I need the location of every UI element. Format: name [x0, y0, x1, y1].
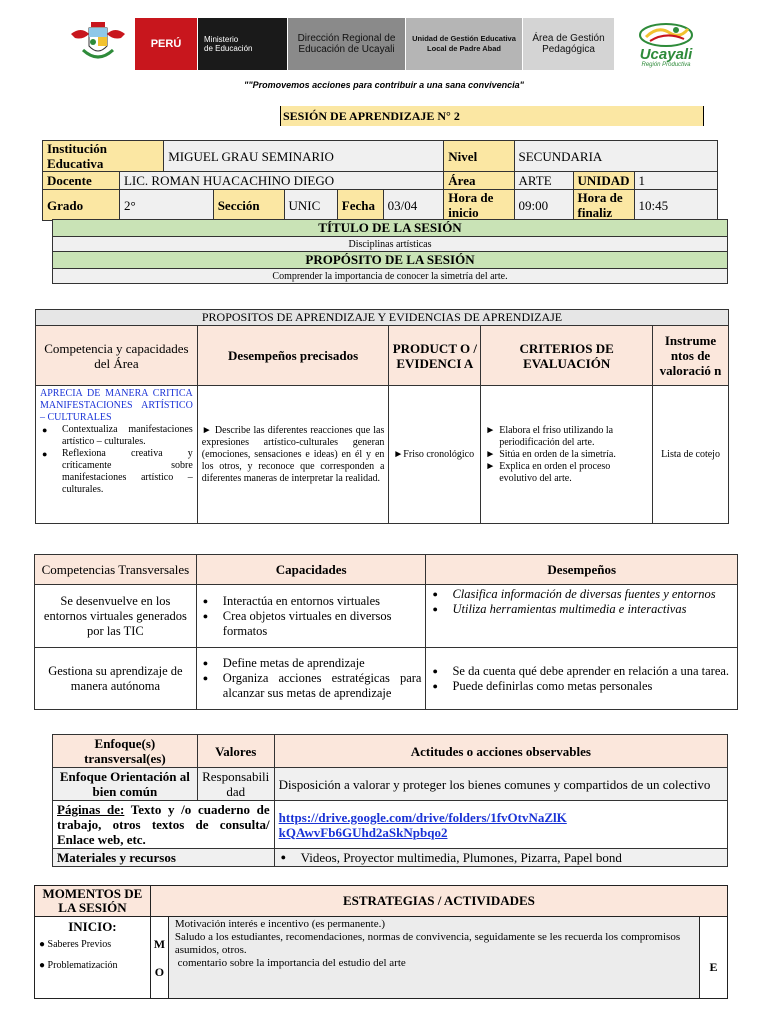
competencia-name: APRECIA DE MANERA CRITICA MANIFESTACIONES ARTÍSTICO – CULTURALES — [40, 388, 193, 423]
unidad-label: UNIDAD — [573, 172, 634, 190]
desempeno-item: ● Utiliza herramientas multimedia e interactivas — [430, 602, 733, 617]
hora-final-label: Hora de finaliz — [573, 190, 634, 221]
arrow-bullet-icon: ► — [201, 424, 215, 436]
capacidades-list — [40, 424, 193, 496]
capacidad-item: ● Interactúa en entornos virtuales — [201, 594, 422, 609]
fecha-value: 03/04 — [383, 190, 444, 221]
col-competencias-transversales: Competencias Transversales — [35, 555, 197, 585]
col-valores: Valores — [197, 735, 274, 768]
titulo-table — [52, 219, 728, 284]
strategy-line: comentario sobre la importancia del estudio del arte — [174, 957, 406, 969]
strategy-cell — [168, 917, 699, 999]
ucayali-emblem-icon — [636, 21, 696, 47]
proposito-heading: PROPÓSITO DE LA SESIÓN — [53, 252, 728, 269]
enfoque-table — [52, 734, 728, 867]
arrow-bullet-icon: ► — [485, 448, 496, 460]
desempeno-item: ● Clasifica información de diversas fuentes y entornos — [430, 587, 733, 602]
ugel-label: Unidad de Gestión Educativa Local de Padre Abad — [405, 18, 522, 70]
col-desempenos-transversales: Desempeños — [426, 555, 738, 585]
strategy-line: Saludo a los estudiantes, recomendaciones, normas de convivencia, seguidamente se les recuerda los compromisos asumidos, otros. — [174, 931, 681, 956]
transversal-desempenos — [426, 648, 738, 710]
transversal-competencia: Gestiona su aprendizaje de manera autónoma — [35, 648, 197, 710]
peru-coat-of-arms-icon — [60, 18, 135, 70]
col-actitudes: Actitudes o acciones observables — [274, 735, 727, 768]
nivel-label: Nivel — [444, 141, 514, 172]
direccion-regional-label: Dirección Regional de Educación de Ucayali — [287, 18, 405, 70]
valor-value: Responsabilidad — [197, 768, 274, 801]
transversal-capacidades — [196, 648, 426, 710]
motto-text: ""Promovemos acciones para contribuir a una sana convivencia" — [244, 80, 524, 90]
capacidad-item: ● Organiza acciones estratégicas para alcanzar sus metas de aprendizaje — [201, 671, 422, 701]
criterios-cell — [481, 386, 653, 524]
col-desempenos: Desempeños precisados — [197, 326, 389, 386]
grado-label: Grado — [43, 190, 120, 221]
session-title: SESIÓN DE APRENDIZAJE N° 2 — [280, 106, 704, 126]
transversal-desempenos — [426, 585, 738, 648]
capacidad-item: ● Contextualiza manifestaciones artístico – culturales. — [40, 424, 193, 448]
actitud-value: Disposición a valorar y proteger los bienes comunes y compartidos de un colectivo — [274, 768, 727, 801]
fecha-label: Fecha — [337, 190, 383, 221]
col-estrategias: ESTRATEGIAS / ACTIVIDADES — [150, 886, 727, 917]
transversal-capacidades — [196, 585, 426, 648]
arrow-bullet-icon: ► — [485, 460, 496, 472]
hora-final-value: 10:45 — [634, 190, 717, 221]
producto-text: Friso cronológico — [403, 448, 475, 460]
hora-inicio-value: 09:00 — [514, 190, 573, 221]
header-banner — [60, 18, 718, 70]
titulo-heading: TÍTULO DE LA SESIÓN — [53, 220, 728, 237]
criterio-item: ► Explica en orden el proceso evolutivo del arte. — [485, 460, 611, 484]
materiales-value: ● Videos, Proyector multimedia, Plumones, Pizarra, Papel bond — [279, 850, 723, 865]
producto-cell — [389, 386, 481, 524]
desempeno-item: ● Puede definirlas como metas personales — [430, 679, 733, 694]
criterio-item: ► Elabora el friso utilizando la periodificación del arte. — [485, 424, 614, 448]
col-criterios: CRITERIOS DE EVALUACIÓN — [481, 326, 653, 386]
nivel-value: SECUNDARIA — [514, 141, 718, 172]
inicio-item: ● Saberes Previos — [39, 939, 112, 950]
docente-label: Docente — [43, 172, 120, 190]
institucion-label: Institución Educativa — [43, 141, 164, 172]
docente-value: LIC. ROMAN HUACACHINO DIEGO — [119, 172, 443, 190]
inicio-item: ● Problematización — [39, 960, 118, 971]
unidad-value: 1 — [634, 172, 717, 190]
momentos-table — [34, 885, 728, 999]
col-momentos: MOMENTOS DE LA SESIÓN — [35, 886, 151, 917]
ucayali-name: Ucayali — [639, 45, 693, 63]
proposito-value: Comprender la importancia de conocer la simetría del arte. — [53, 269, 728, 284]
drive-link[interactable]: https://drive.google.com/drive/folders/1fvOtvNaZlKkQAwvFb6GUhd2aSkNpbqo2 — [278, 809, 567, 840]
area-gestion-label: Área de Gestión Pedagógica — [522, 18, 614, 70]
paginas-cell — [53, 801, 275, 849]
transversal-competencia: Se desenvuelve en los entornos virtuales generados por las TIC — [35, 585, 197, 648]
institucion-value: MIGUEL GRAU SEMINARIO — [164, 141, 444, 172]
area-label: Área — [444, 172, 514, 190]
titulo-value: Disciplinas artísticas — [53, 237, 728, 252]
ucayali-logo — [614, 18, 718, 70]
seccion-value: UNIC — [284, 190, 337, 221]
criterio-item: ► Sitúa en orden de la simetría. — [485, 448, 616, 460]
capacidad-item: ● Reflexiona creativa y críticamente sobre manifestaciones artístico – culturales. — [40, 448, 193, 496]
paginas-label: Páginas de: — [57, 802, 125, 817]
col-competencia: Competencia y capacidades del Área — [36, 326, 198, 386]
link-cell — [274, 801, 727, 849]
col-instrumentos: Instrume ntos de valoració n — [653, 326, 729, 386]
arrow-bullet-icon: ► — [485, 424, 496, 436]
desempeno-text: Describe las diferentes reacciones que las expresiones artístico-culturales generan (emociones, sensaciones e ideas) en él y en los otros, y reconoce que corresponden a diferentes maneras de interpretar la realidad. — [201, 424, 385, 484]
desempeno-item: ● Se da cuenta qué debe aprender en relación a una tarea. — [430, 664, 733, 679]
enfoque-value: Enfoque Orientación al bien común — [53, 768, 198, 801]
col-enfoque: Enfoque(s) transversal(es) — [53, 735, 198, 768]
inicio-cell — [35, 917, 151, 999]
ucayali-subtitle: Región Productiva — [641, 61, 691, 68]
capacidad-item: ● Define metas de aprendizaje — [201, 656, 422, 671]
desempeno-cell — [197, 386, 389, 524]
propositos-table — [35, 309, 729, 524]
grado-value: 2° — [119, 190, 213, 221]
inicio-label: INICIO: — [68, 919, 117, 934]
strategy-line: Motivación interés e incentivo (es permanente.) — [174, 918, 386, 930]
e-letter: E — [700, 917, 728, 999]
materiales-cell — [274, 849, 727, 867]
paginas-text: Texto y /o cuaderno de trabajo, otros textos de consulta/ Enlace web, etc. — [57, 802, 270, 847]
col-capacidades: Capacidades — [196, 555, 426, 585]
capacidad-item: ● Crea objetos virtuales en diversos formatos — [201, 609, 422, 639]
peru-label: PERÚ — [135, 18, 197, 70]
seccion-label: Sección — [213, 190, 284, 221]
materiales-label: Materiales y recursos — [53, 849, 275, 867]
ministerio-label: Ministerio de Educación — [197, 18, 287, 70]
hora-inicio-label: Hora de inicio — [444, 190, 514, 221]
area-value: ARTE — [514, 172, 573, 190]
competencia-cell — [36, 386, 198, 524]
info-table — [42, 140, 718, 221]
momento-letters: M O — [150, 917, 168, 999]
instrumento-cell: Lista de cotejo — [653, 386, 729, 524]
arrow-bullet-icon: ► — [393, 448, 404, 460]
propositos-heading: PROPOSITOS DE APRENDIZAJE Y EVIDENCIAS DE APRENDIZAJE — [36, 310, 729, 326]
col-producto: PRODUCT O / EVIDENCI A — [389, 326, 481, 386]
transversales-table — [34, 554, 738, 710]
